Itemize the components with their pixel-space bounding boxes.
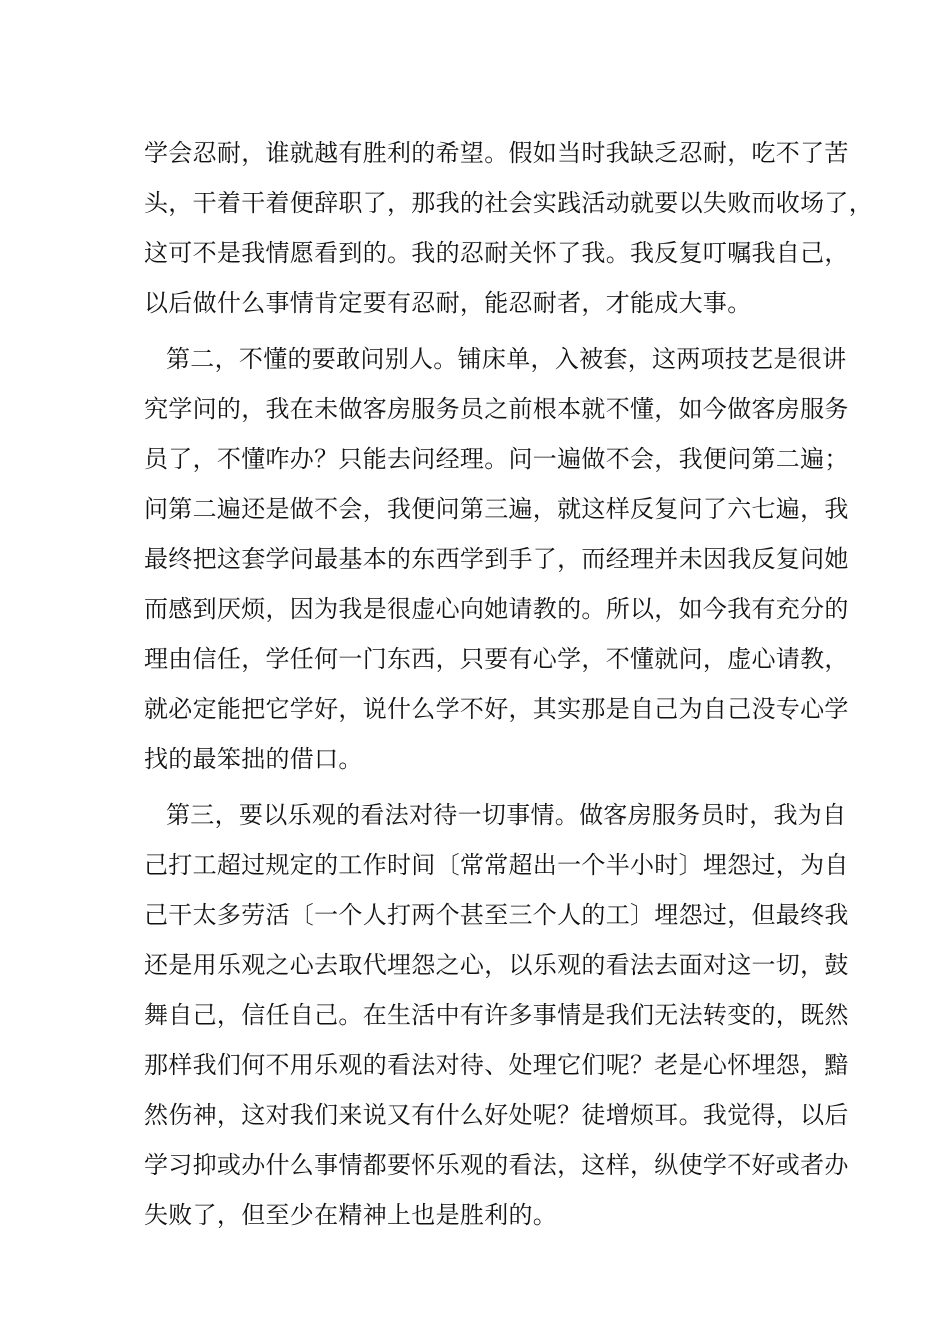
paragraph-3-line: 第三，要以乐观的看法对待一切事情。做客房服务员时，我为自 <box>166 801 847 829</box>
paragraph-3-line: 还是用乐观之心去取代埋怨之心，以乐观的看法去面对这一切，鼓 <box>144 951 849 979</box>
paragraph-3-line: 然伤神，这对我们来说又有什么好处呢？徒增烦耳。我觉得，以后 <box>144 1101 849 1129</box>
paragraph-3-line: 舞自己，信任自己。在生活中有许多事情是我们无法转变的，既然 <box>144 1001 849 1029</box>
paragraph-2-line: 第二，不懂的要敢问别人。铺床单，入被套，这两项技艺是很讲 <box>166 345 847 373</box>
paragraph-2-line: 就必定能把它学好，说什么学不好，其实那是自己为自己没专心学 <box>144 695 849 723</box>
paragraph-3-line: 学习抑或办什么事情都要怀乐观的看法，这样，纵使学不好或者办 <box>144 1151 849 1179</box>
paragraph-3-line: 失败了，但至少在精神上也是胜利的。 <box>144 1201 558 1229</box>
paragraph-2 <box>144 334 849 784</box>
paragraph-2-line: 究学问的，我在未做客房服务员之前根本就不懂，如今做客房服务 <box>144 395 849 423</box>
paragraph-3-line: 己干太多劳活〔一个人打两个甚至三个人的工〕埋怨过，但最终我 <box>144 901 849 929</box>
paragraph-2-line: 最终把这套学问最基本的东西学到手了，而经理并未因我反复问她 <box>144 545 849 573</box>
paragraph-1-line: 学会忍耐，谁就越有胜利的希望。假如当时我缺乏忍耐，吃不了苦 <box>144 139 849 167</box>
paragraph-2-line: 找的最笨拙的借口。 <box>144 745 363 773</box>
paragraph-1-line: 这可不是我情愿看到的。我的忍耐关怀了我。我反复叮嘱我自己， <box>144 239 849 267</box>
paragraph-3 <box>144 790 849 1240</box>
paragraph-2-line: 理由信任，学任何一门东西，只要有心学，不懂就问，虚心请教， <box>144 645 849 673</box>
paragraph-2-line: 员了，不懂咋办？只能去问经理。问一遍做不会，我便问第二遍； <box>144 445 849 473</box>
paragraph-3-line: 那样我们何不用乐观的看法对待、处理它们呢？老是心怀埋怨，黯 <box>144 1051 849 1079</box>
paragraph-1-line: 以后做什么事情肯定要有忍耐，能忍耐者，才能成大事。 <box>144 289 752 317</box>
document-body <box>144 128 873 1240</box>
paragraph-2-line: 而感到厌烦，因为我是很虚心向她请教的。所以，如今我有充分的 <box>144 595 849 623</box>
paragraph-1 <box>144 128 873 328</box>
paragraph-2-line: 问第二遍还是做不会，我便问第三遍，就这样反复问了六七遍，我 <box>144 495 849 523</box>
paragraph-1-line: 头，干着干着便辞职了，那我的社会实践活动就要以失败而收场了， <box>144 189 873 217</box>
paragraph-3-line: 己打工超过规定的工作时间〔常常超出一个半小时〕埋怨过，为自 <box>144 851 849 879</box>
